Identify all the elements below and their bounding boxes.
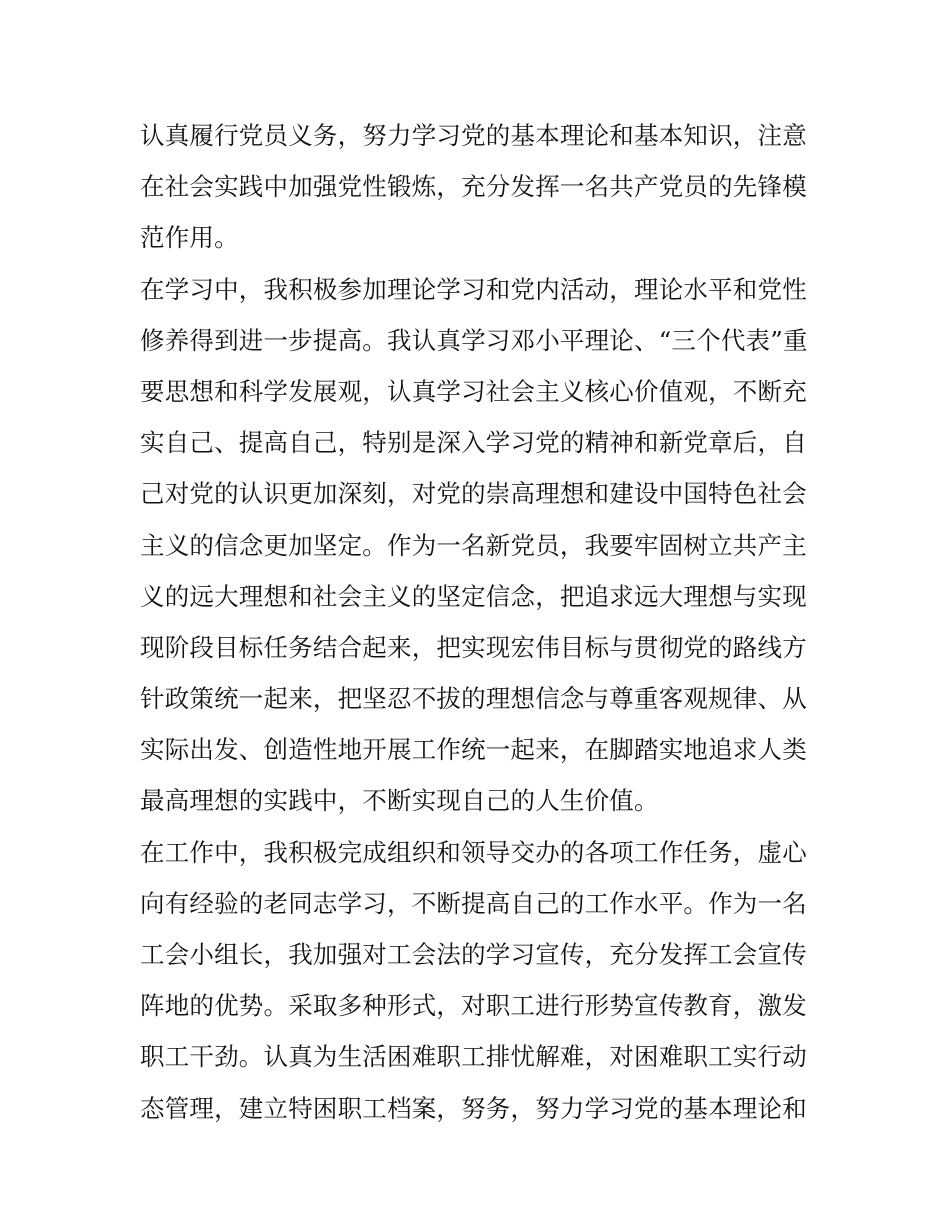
text-line: 实自己、提高自己，特别是深入学习党的精神和新党章后，自 — [140, 428, 807, 458]
text-line: 工会小组长，我加强对工会法的学习宣传，充分发挥工会宣传 — [140, 940, 807, 969]
text-line: 态管理，建立特困职工档案，努务，努力学习党的基本理论和 — [140, 1093, 807, 1123]
text-line: 要思想和科学发展观，认真学习社会主义核心价值观，不断充 — [140, 376, 807, 406]
text-line: 范作用。 — [140, 223, 239, 253]
text-line: 己对党的认识更加深刻，对党的崇高理想和建设中国特色社会 — [140, 479, 807, 509]
text-line: 主义的信念更加坚定。作为一名新党员，我要牢固树立共产主 — [140, 530, 807, 560]
document-body — [140, 110, 820, 1134]
text-line: 针政策统一起来，把坚忍不拔的理想信念与尊重客观规律、从 — [140, 684, 807, 714]
text-line: 义的远大理想和社会主义的坚定信念，把追求远大理想与实现 — [140, 581, 807, 611]
text-line: 实际出发、创造性地开展工作统一起来，在脚踏实地追求人类 — [140, 735, 807, 765]
text-line: 在学习中，我积极参加理论学习和党内活动，理论水平和党性 — [140, 274, 807, 304]
text-line: 职工干劲。认真为生活困难职工排忧解难，对困难职工实行动 — [140, 1042, 807, 1072]
text-line: 在工作中，我积极完成组织和领导交办的各项工作任务，虚心 — [140, 837, 807, 867]
text-line: 现阶段目标任务结合起来，把实现宏伟目标与贯彻党的路线方 — [140, 632, 807, 662]
text-line: 在社会实践中加强党性锻炼，充分发挥一名共产党员的先锋模 — [140, 172, 807, 202]
text-line: 阵地的优势。采取多种形式，对职工进行形势宣传教育，激发 — [140, 991, 807, 1021]
text-line: 修养得到进一步提高。我认真学习邓小平理论、“三个代表”重 — [140, 325, 808, 355]
text-line: 认真履行党员义务，努力学习党的基本理论和基本知识，注意 — [140, 121, 807, 150]
text-line: 最高理想的实践中，不断实现自己的人生价值。 — [140, 786, 659, 816]
text-line: 向有经验的老同志学习，不断提高自己的工作水平。作为一名 — [140, 888, 807, 918]
